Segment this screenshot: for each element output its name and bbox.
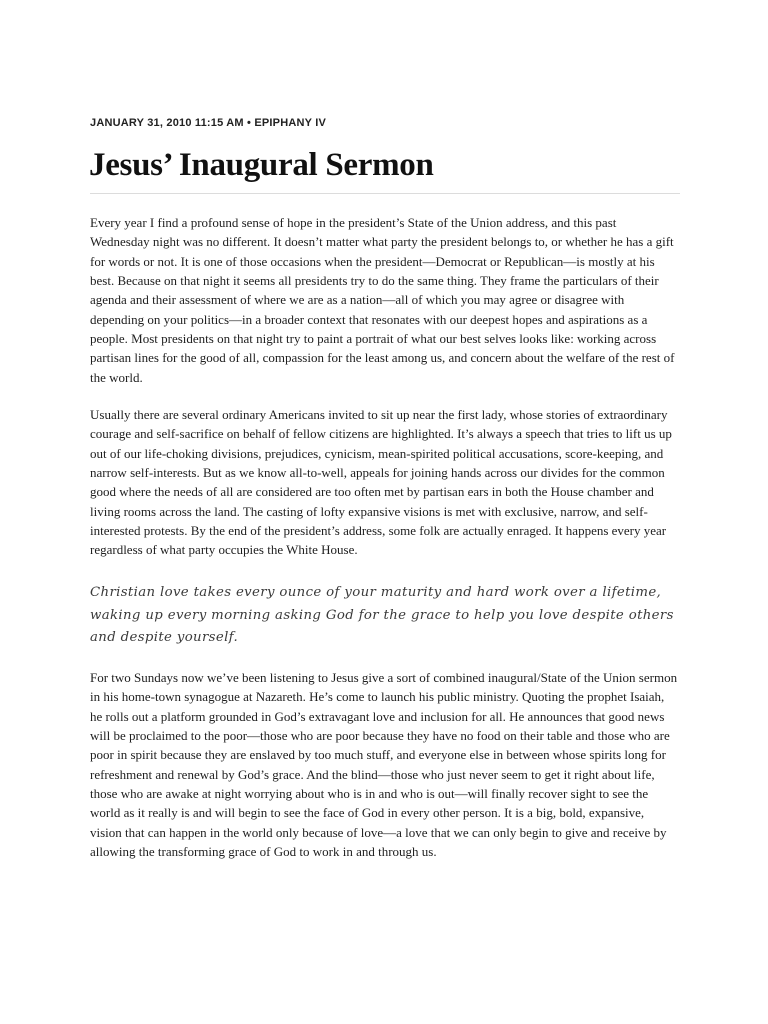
article-paragraph: Every year I find a profound sense of hope in the president’s State of the Union address, and this past Wednesday night was no different. It doesn’t matter what party the president belongs to, or whether he has a gift for words or not. It is one of those occasions when the president—Democrat or Republican—is mostly at his best. Because on that night it seems all presidents try to do the same thing. They frame the particulars of their agenda and their assessment of where we are as a nation—all of which you may agree or disagree with depending on your politics—in a broader context that resonates with our deepest hopes and aspirations as a people. Most presidents on that night try to paint a portrait of what our best selves looks like: working across partisan lines for the good of all, compassion for the least among us, and concern about the welfare of the rest of the world. — [90, 215, 675, 385]
article-title: Jesus’ Inaugural Sermon — [89, 147, 434, 183]
title-divider — [90, 193, 680, 194]
article-dateline: JANUARY 31, 2010 11:15 AM • EPIPHANY IV — [90, 117, 327, 129]
article-paragraph: Usually there are several ordinary Americans invited to sit up near the first lady, whose stories of extraordinary courage and self-sacrifice on behalf of fellow citizens are highlighted. It’s always a speech that tries to lift us up out of our life-choking divisions, prejudices, cynicism, mean-spirited political accusations, score-keeping, and narrow self-interests. But as we know all-to-well, appeals for joining hands across our divides for the common good where the needs of all are considered are too often met by partisan ears in both the House chamber and living rooms across the land. The casting of lofty expansive visions is met with exclusive, narrow, and self-interested protests. By the end of the president’s address, some folk are actually enraged. It happens every year regardless of what party occupies the White House. — [90, 407, 672, 558]
pull-quote: Christian love takes every ounce of your maturity and hard work over a lifetime, waking up every morning asking God for the grace to help you love despite others and despite yourself. — [90, 585, 674, 646]
article-paragraph: For two Sundays now we’ve been listening to Jesus give a sort of combined inaugural/State of the Union sermon in his home-town synagogue at Nazareth. He’s come to launch his public ministry. Quoting the prophet Isaiah, he rolls out a platform grounded in God’s extravagant love and inclusion for all. He announces that good news will be proclaimed to the poor—those who are poor because they have no food on their table and those who are poor in spirit because they are enslaved by too much stuff, and everyone else in between whose spirits long for refreshment and renewal by God’s grace. And the blind—those who just never seem to get it right about life, those who are awake at night worrying about who is in and who is out—will finally recover sight to see the world as it really is and will begin to see the face of God in every other person. It is a big, bold, expansive, vision that can happen in the world only because of love—a love that we can only begin to give and receive by allowing the transforming grace of God to work in and through us. — [90, 670, 678, 860]
